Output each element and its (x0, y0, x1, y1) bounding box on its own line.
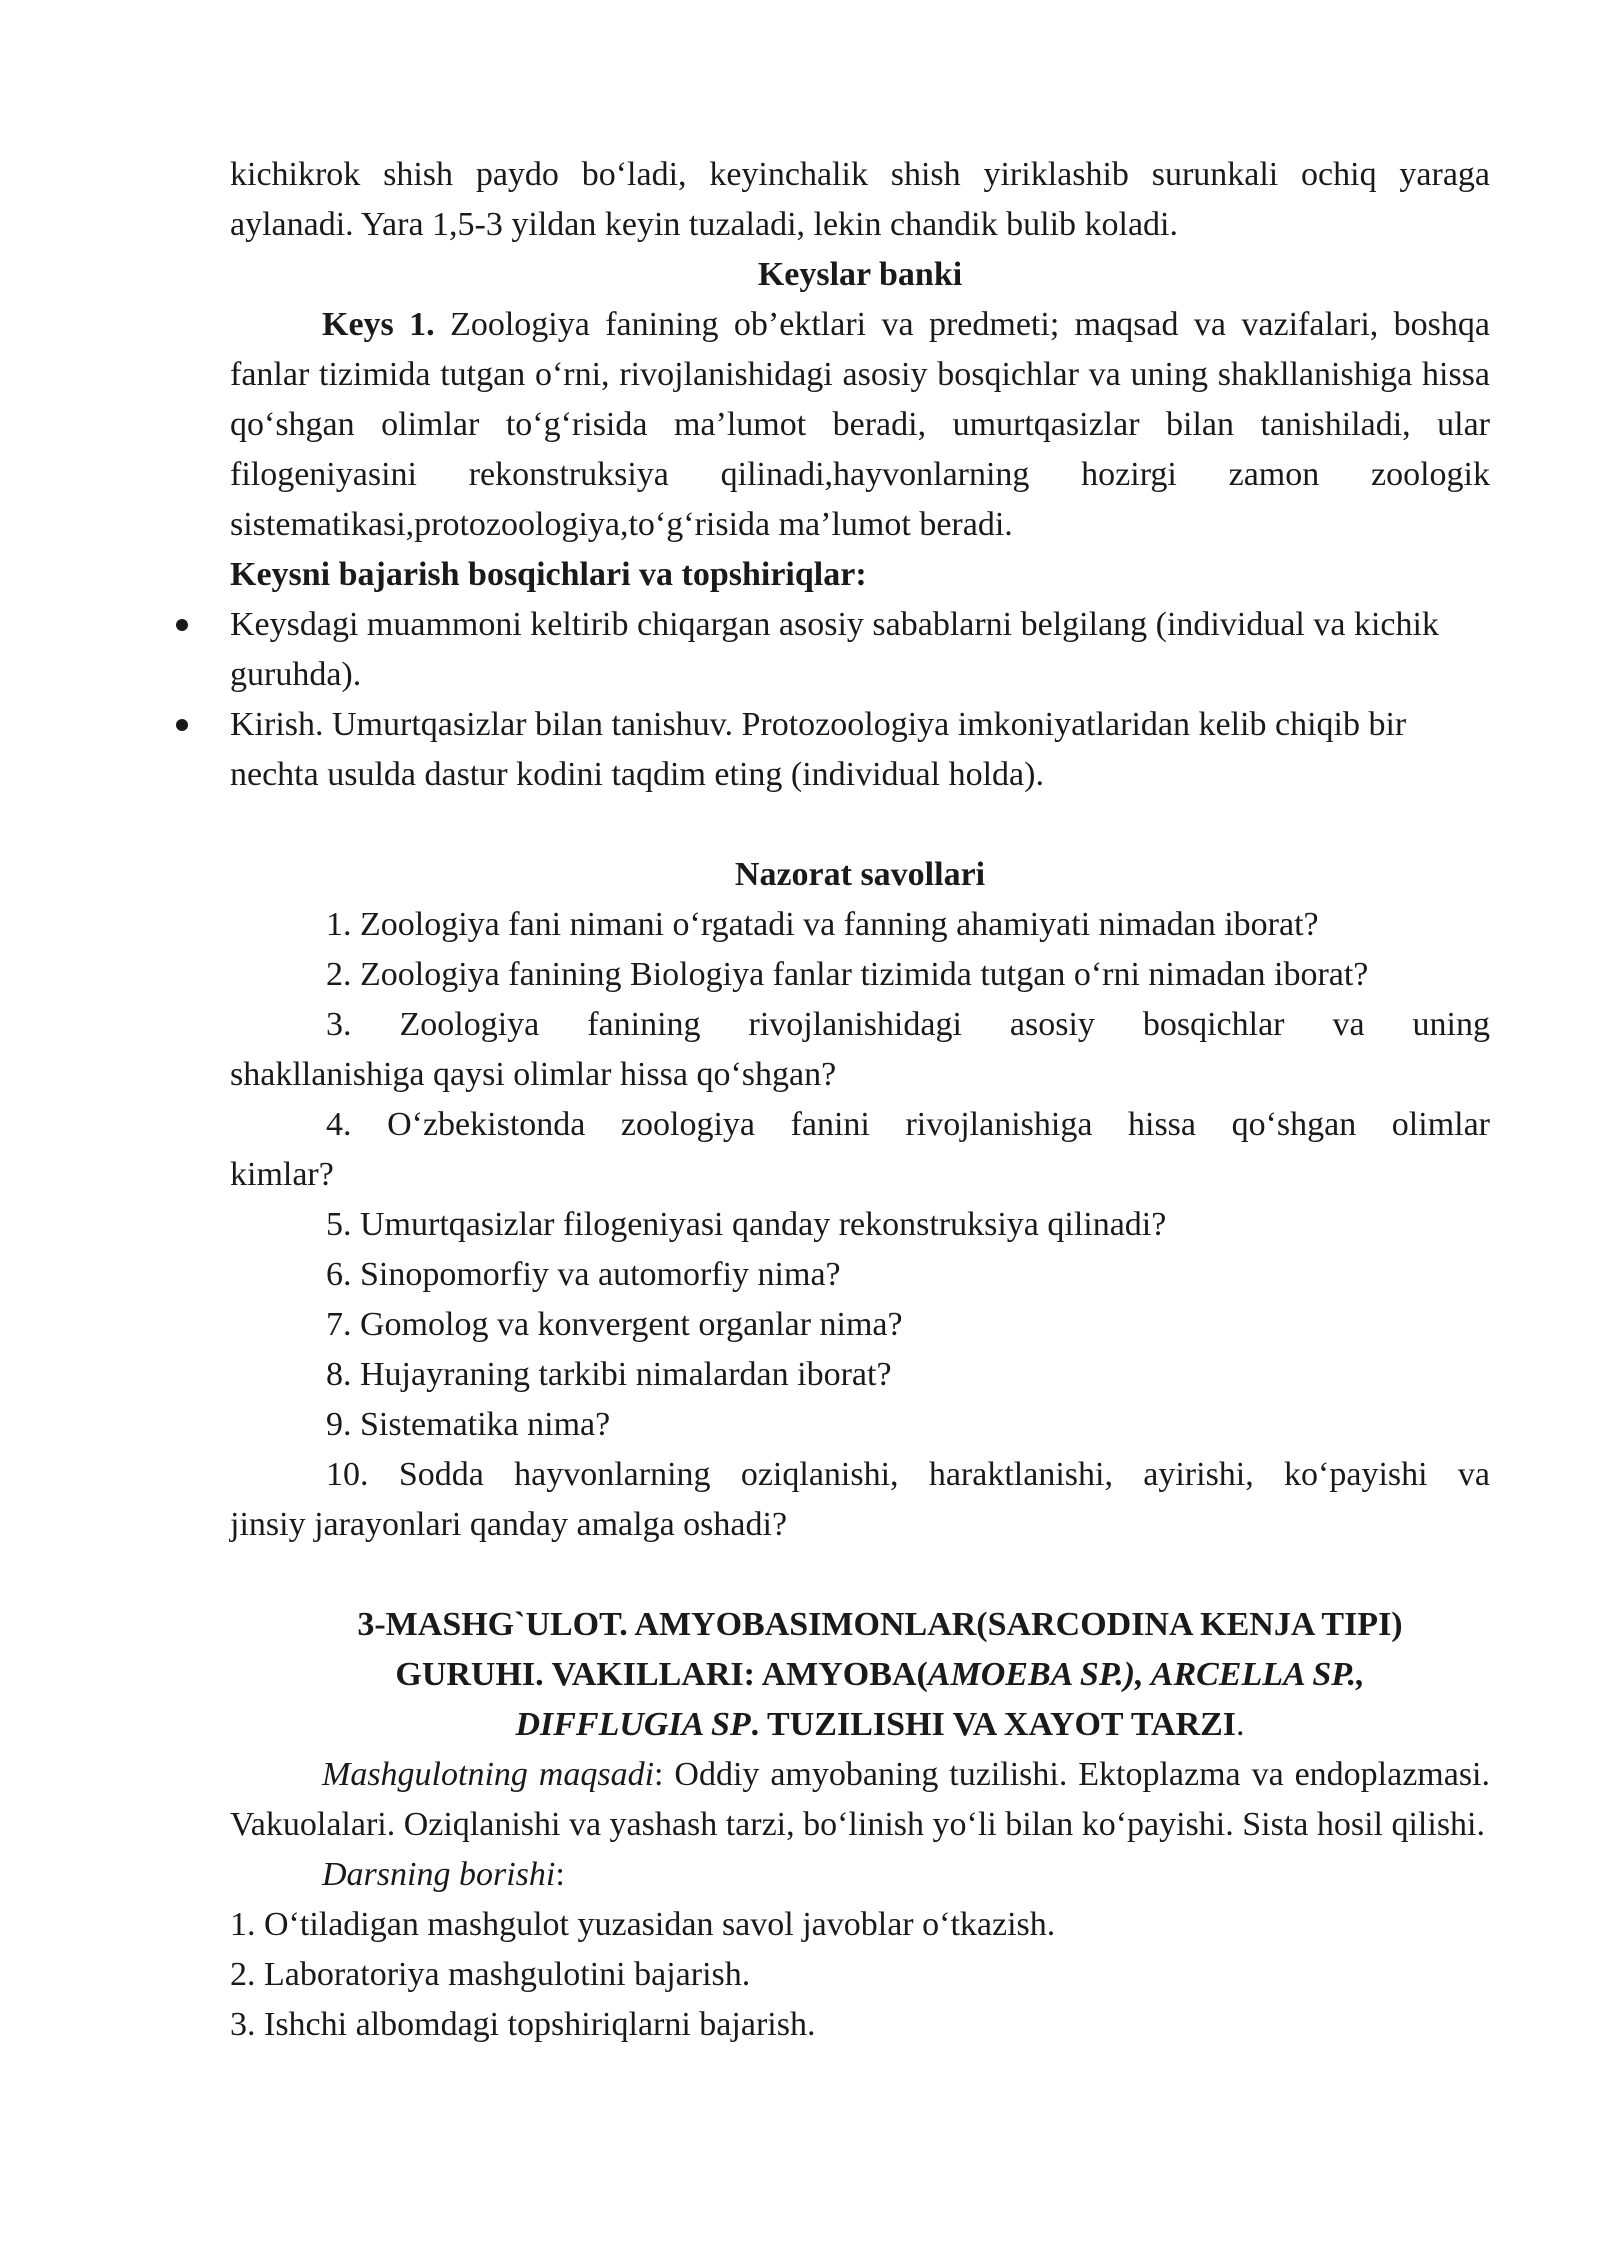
lesson-goal-paragraph (230, 1750, 1490, 1850)
question-item (230, 1100, 1490, 1150)
cases-title: Keyslar banki (757, 256, 963, 293)
bullet-item (230, 600, 1490, 700)
lesson-progress-label: Darsning borishi (322, 1856, 556, 1893)
question-continuation: shakllanishiga qaysi olimlar hissa qo‘shgan? (230, 1056, 837, 1093)
question-text: O‘zbekistonda zoologiya fanini rivojlanishiga hissa qo‘shgan olimlar (387, 1106, 1490, 1143)
spacer (230, 1550, 1490, 1600)
lesson-step: 2. Laboratoriya mashgulotini bajarish. (230, 1956, 751, 1993)
lesson-goal-text: : Oddiy amyobaning tuzilishi. Ektoplazma va endoplazmasi. Vakuolalari. Oziqlanishi va yashash tarzi, bo‘linish yo‘li bilan ko‘payishi. Sista hosil qilishi. (230, 1756, 1491, 1843)
bullet-text: Keysdagi muammoni keltirib chiqargan asosiy sabablarni belgilang (individual va kichik guruhda). (230, 606, 1439, 693)
question-number: 3. (326, 1006, 352, 1043)
question-continuation: kimlar? (230, 1156, 334, 1193)
question-number: 6. (326, 1256, 352, 1293)
lesson-heading-text: . TUZILISHI VA XAYOT TARZI (750, 1706, 1237, 1743)
control-questions-title: Nazorat savollari (734, 856, 986, 893)
question-item (230, 1300, 1490, 1350)
question-text: Gomolog va konvergent organlar nima? (360, 1306, 903, 1343)
question-number: 10. (326, 1456, 369, 1493)
lesson-heading-italic: DIFFLUGIA SP (515, 1706, 751, 1743)
intro-line-2: aylanadi. Yara 1,5-3 yildan keyin tuzaladi, lekin chandik bulib koladi. (230, 206, 1178, 243)
question-text: Zoologiya fani nimani o‘rgatadi va fanning ahamiyati nimadan iborat? (360, 906, 1319, 943)
question-item (230, 950, 1490, 1000)
question-item (230, 1000, 1490, 1050)
question-number: 9. (326, 1406, 352, 1443)
case-1-label: Keys 1. (322, 306, 435, 343)
question-number: 5. (326, 1206, 352, 1243)
question-item (230, 1350, 1490, 1400)
question-number: 4. (326, 1106, 352, 1143)
question-item (230, 1250, 1490, 1300)
lesson-step: 3. Ishchi albomdagi topshiriqlarni bajarish. (230, 2006, 816, 2043)
lesson-heading-text: GURUHI. VAKILLARI: AMYOBA( (395, 1656, 928, 1693)
question-text: Sodda hayvonlarning oziqlanishi, haraktlanishi, ayirishi, ko‘payishi va (398, 1456, 1490, 1493)
question-text: Hujayraning tarkibi nimalardan iborat? (360, 1356, 892, 1393)
page-content (230, 150, 1490, 2050)
bullet-icon (176, 619, 188, 631)
question-text: Sinopomorfiy va automorfiy nima? (360, 1256, 841, 1293)
question-continuation: jinsiy jarayonlari qanday amalga oshadi? (230, 1506, 788, 1543)
bullet-icon (176, 719, 188, 731)
question-text: Umurtqasizlar filogeniyasi qanday rekonstruksiya qilinadi? (360, 1206, 1167, 1243)
question-item (230, 1450, 1490, 1500)
intro-line-1: kichikrok shish paydo bo‘ladi, keyinchalik shish yiriklashib surunkali ochiq yaraga (230, 156, 1490, 193)
lesson-heading-line-2 (270, 1650, 1490, 1700)
case-steps-title: Keysni bajarish bosqichlari va topshiriqlar: (230, 556, 867, 593)
bullet-text: Kirish. Umurtqasizlar bilan tanishuv. Protozoologiya imkoniyatlaridan kelib chiqib bir nechta usulda dastur kodini taqdim eting (individual holda). (230, 706, 1407, 793)
question-item (230, 900, 1490, 950)
lesson-heading (230, 1600, 1490, 1750)
lesson-heading-period: . (1236, 1706, 1245, 1743)
lesson-heading-line-1: 3-MASHG`ULOT. AMYOBASIMONLAR(SARCODINA KENJA TIPI) (357, 1606, 1403, 1643)
lesson-progress-colon: : (555, 1856, 565, 1893)
bullet-item (230, 700, 1490, 800)
spacer (230, 800, 1490, 850)
lesson-progress-heading (230, 1850, 1490, 1900)
control-questions-list (230, 900, 1490, 1550)
lesson-heading-line-3 (270, 1700, 1490, 1750)
question-text: Zoologiya fanining rivojlanishidagi asosiy bosqichlar va uning (399, 1006, 1490, 1043)
lesson-step: 1. O‘tiladigan mashgulot yuzasidan savol javoblar o‘tkazish. (230, 1906, 1056, 1943)
lesson-goal-label: Mashgulotning maqsadi (322, 1756, 655, 1793)
question-text: Sistematika nima? (360, 1406, 611, 1443)
question-number: 2. (326, 956, 352, 993)
case-1-text: Zoologiya fanining ob’ektlari va predmeti; maqsad va vazifalari, boshqa fanlar tizimida tutgan o‘rni, rivojlanishidagi asosiy bosqichlar va uning shakllanishiga hissa qo‘shgan olimlar to‘g‘risida ma’lumot beradi, umurtqasizlar bilan tanishiladi, ular filogeniyasini rekonstruksiya qilinadi,hayvonlarning hozirgi zamon zoologik sistematikasi,protozoologiya,to‘g‘risida ma’lumot beradi. (230, 306, 1490, 543)
case-steps-list (230, 600, 1490, 800)
question-number: 7. (326, 1306, 352, 1343)
case-1-paragraph (230, 300, 1490, 550)
lesson-heading-italic: AMOEBA SP.), ARCELLA SP., (927, 1656, 1365, 1693)
question-number: 1. (326, 906, 352, 943)
question-number: 8. (326, 1356, 352, 1393)
question-item (230, 1400, 1490, 1450)
question-text: Zoologiya fanining Biologiya fanlar tizimida tutgan o‘rni nimadan iborat? (360, 956, 1369, 993)
question-item (230, 1200, 1490, 1250)
